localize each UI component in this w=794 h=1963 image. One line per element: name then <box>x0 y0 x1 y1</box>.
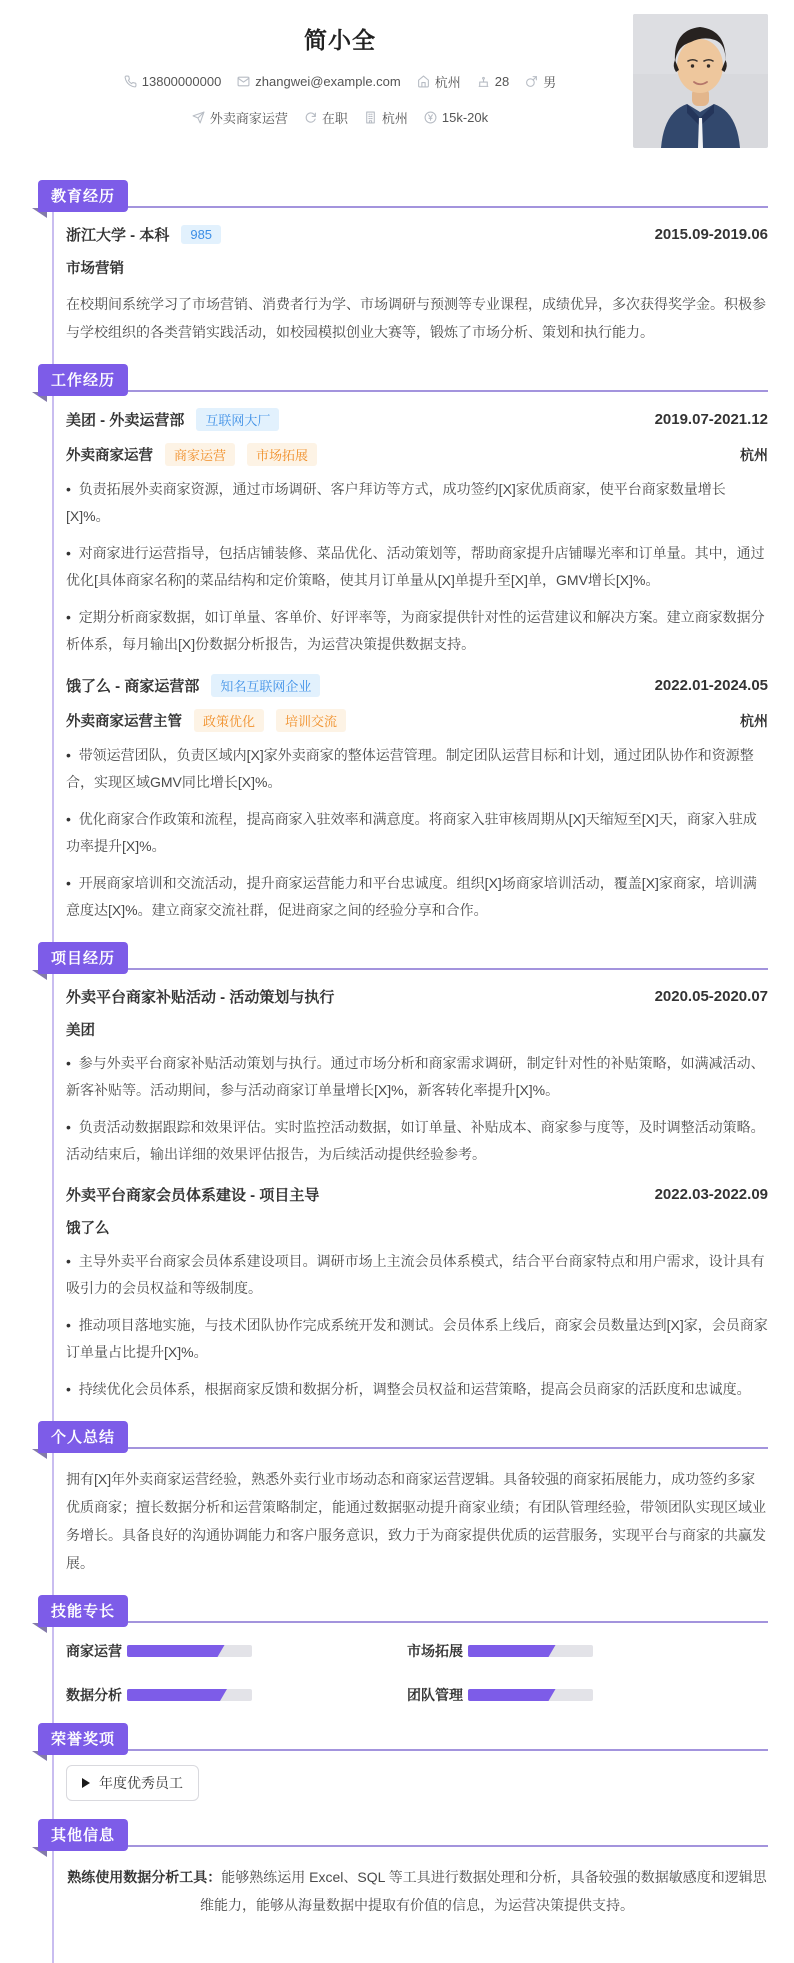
company-tag: 互联网大厂 <box>196 408 279 431</box>
section-badge: 项目经历 <box>38 942 128 974</box>
work-bullet: • 负责拓展外卖商家资源，通过市场调研、客户拜访等方式，成功签约[X]家优质商家，使平台商家数量增长[X]%。 <box>66 476 768 530</box>
contact-gender <box>525 72 556 91</box>
major-name: 市场营销 <box>66 261 124 277</box>
skill-bar <box>468 1689 593 1701</box>
project-bullet: • 持续优化会员体系，根据商家反馈和数据分析，调整会员权益和运营策略，提高会员商家的活跃度和忠诚度。 <box>66 1376 768 1403</box>
project-entry-header <box>66 986 768 1007</box>
contact-job-intention-value: 外卖商家运营 <box>209 111 288 126</box>
section-skills-body <box>66 1623 768 1723</box>
role-title: 外卖商家运营主管 <box>66 714 182 730</box>
skill-bar <box>127 1645 252 1657</box>
project-company: 饿了么 <box>66 1221 110 1237</box>
candidate-name: 简小全 <box>304 27 376 53</box>
contact-status <box>304 108 348 127</box>
skill-bar-fill <box>127 1689 227 1701</box>
section-summary-body <box>66 1449 768 1595</box>
skill-bar <box>127 1689 252 1701</box>
email-icon <box>237 75 250 88</box>
company-name: 美团 - 外卖运营部 <box>66 412 185 429</box>
project-bullet: • 推动项目落地实施，与技术团队协作完成系统开发和测试。会员体系上线后，商家会员数量达到[X]家，会员商家订单量占比提升[X]%。 <box>66 1312 768 1366</box>
contact-phone-value: 13800000000 <box>141 74 222 89</box>
work-bullet: • 优化商家合作政策和流程，提高商家入驻效率和满意度。将商家入驻审核周期从[X]天缩短至[X]天，商家入驻成功率提升[X]%。 <box>66 806 768 860</box>
work-bullet: • 开展商家培训和交流活动，提升商家运营能力和平台忠诚度。组织[X]场商家培训活动，覆盖[X]家商家，培训满意度达[X]%。建立商家交流社群，促进商家之间的经验分享和合作。 <box>66 870 768 924</box>
section-projects <box>51 942 768 1421</box>
project-bullet: • 参与外卖平台商家补贴活动策划与执行。通过市场分析和商家需求调研，制定针对性的补贴策略，如满减活动、新客补贴等。活动期间，参与活动商家订单量增长[X]%，新客转化率提升[X]%。 <box>66 1050 768 1104</box>
skill-bar <box>468 1645 593 1657</box>
project-bullet: • 主导外卖平台商家会员体系建设项目。调研市场上主流会员体系模式，结合平台商家特点和用户需求，设计具有吸引力的会员权益和等级制度。 <box>66 1248 768 1302</box>
skill-label: 团队管理 <box>407 1687 463 1703</box>
education-entry-header <box>66 224 768 245</box>
skill-label: 市场拓展 <box>407 1643 463 1659</box>
education-major-row <box>66 257 768 278</box>
skill-label: 商家运营 <box>66 1643 122 1659</box>
contact-city <box>364 108 408 127</box>
section-skills <box>51 1595 768 1723</box>
contact-row-2 <box>40 108 640 127</box>
building-icon <box>364 111 377 124</box>
project-entry-header <box>66 1184 768 1205</box>
contact-phone <box>124 74 222 89</box>
contact-email <box>237 74 400 89</box>
work-entry-header <box>66 674 768 697</box>
other-text <box>66 1863 768 1919</box>
work-role-row <box>66 443 768 466</box>
phone-icon <box>124 75 137 88</box>
work-bullet: • 定期分析商家数据，如订单量、客单价、好评率等，为商家提供针对性的运营建议和解决方案。建立商家数据分析体系，每月输出[X]份数据分析报告，为运营决策提供数据支持。 <box>66 604 768 658</box>
work-role-row <box>66 709 768 732</box>
summary-text: 拥有[X]年外卖商家运营经验，熟悉外卖行业市场动态和商家运营逻辑。具备较强的商家拓展能力，成功签约多家优质商家；擅长数据分析和运营策略制定，能通过数据驱动提升商家业绩；有团队管理经验，带领团队实现区域业务增长。具备良好的沟通协调能力和客户服务意识，致力于为商家提供优质的运营服务，实现平台与商家的共赢发展。 <box>66 1471 766 1571</box>
contact-row-1 <box>40 72 640 91</box>
section-rule <box>38 1621 768 1623</box>
section-work-head <box>51 364 768 392</box>
education-date: 2015.09-2019.06 <box>654 226 768 243</box>
skill-item <box>66 1641 407 1661</box>
contact-email-value: zhangwei@example.com <box>255 74 401 89</box>
work-date: 2022.01-2024.05 <box>654 677 768 694</box>
contact-age-value: 28 <box>494 74 510 89</box>
role-tag: 商家运营 <box>165 443 235 466</box>
section-rule <box>38 1749 768 1751</box>
role-tag: 市场拓展 <box>247 443 317 466</box>
section-honors <box>51 1723 768 1819</box>
work-location: 杭州 <box>740 712 768 729</box>
section-projects-head <box>51 942 768 970</box>
project-date: 2020.05-2020.07 <box>654 988 768 1005</box>
section-education-head <box>51 180 768 208</box>
role-tag: 政策优化 <box>194 709 264 732</box>
home-icon <box>417 75 430 88</box>
contact-salary-value: 15k-20k <box>441 110 489 125</box>
section-projects-body <box>66 970 768 1421</box>
project-company: 美团 <box>66 1023 95 1039</box>
section-badge: 技能专长 <box>38 1595 128 1627</box>
contact-status-value: 在职 <box>321 111 348 126</box>
company-tag: 知名互联网企业 <box>211 674 320 697</box>
project-bullet: • 负责活动数据跟踪和效果评估。实时监控活动数据，如订单量、补贴成本、商家参与度等，及时调整活动策略。活动结束后，输出详细的效果评估报告，为后续活动提供经验参考。 <box>66 1114 768 1168</box>
section-rule <box>38 206 768 208</box>
project-title: 外卖平台商家会员体系建设 - 项目主导 <box>66 1187 320 1204</box>
contact-job-intention <box>192 108 288 127</box>
skill-item <box>407 1641 768 1661</box>
section-badge: 荣誉奖项 <box>38 1723 128 1755</box>
work-date: 2019.07-2021.12 <box>654 411 768 428</box>
work-bullet: • 带领运营团队，负责区域内[X]家外卖商家的整体运营管理。制定团队运营目标和计划，通过团队协作和资源整合，实现区域GMV同比增长[X]%。 <box>66 742 768 796</box>
section-rule <box>38 968 768 970</box>
skill-bar-fill <box>468 1689 556 1701</box>
skill-item <box>407 1685 768 1705</box>
contact-home-city-value: 杭州 <box>434 75 461 90</box>
contact-city-value: 杭州 <box>381 111 408 126</box>
section-honors-body <box>66 1751 768 1819</box>
work-location: 杭州 <box>740 446 768 463</box>
education-description: 在校期间系统学习了市场营销、消费者行为学、市场调研与预测等专业课程，成绩优异，多次获得奖学金。积极参与学校组织的各类营销实践活动，如校园模拟创业大赛等，锻炼了市场分析、策划和执行能力。 <box>66 296 766 340</box>
section-education <box>51 180 768 364</box>
status-icon <box>304 111 317 124</box>
section-other-body <box>66 1847 768 1937</box>
role-tag: 培训交流 <box>276 709 346 732</box>
contact-salary <box>424 110 488 125</box>
honor-chip <box>66 1765 199 1801</box>
section-badge: 其他信息 <box>38 1819 128 1851</box>
skill-label: 数据分析 <box>66 1687 122 1703</box>
header-info <box>40 14 640 127</box>
play-triangle-icon <box>82 1778 90 1788</box>
contact-gender-value: 男 <box>543 75 557 90</box>
section-education-body <box>66 208 768 364</box>
section-summary <box>51 1421 768 1595</box>
section-other <box>51 1819 768 1937</box>
contact-age <box>477 74 509 89</box>
gender-icon <box>525 75 538 88</box>
skill-item <box>66 1685 407 1705</box>
company-name: 饿了么 - 商家运营部 <box>66 678 200 695</box>
other-lead: 熟练使用数据分析工具： <box>67 1869 222 1885</box>
age-icon <box>477 75 490 88</box>
salary-icon <box>424 111 437 124</box>
other-body: 能够熟练运用 Excel、SQL 等工具进行数据处理和分析，具备较强的数据敏感度和逻辑思维能力，能够从海量数据中提取有价值的信息，为运营决策提供支持。 <box>200 1869 767 1913</box>
work-bullet: • 对商家进行运营指导，包括店铺装修、菜品优化、活动策划等，帮助商家提升店铺曝光率和订单量。其中，通过优化[具体商家名称]的菜品结构和定价策略，使其月订单量从[X]单提升至[X]单，GMV增长[X]%。 <box>66 540 768 594</box>
section-badge: 个人总结 <box>38 1421 128 1453</box>
contact-home-city <box>417 72 461 91</box>
profile-photo <box>633 14 768 148</box>
role-title: 外卖商家运营 <box>66 448 153 464</box>
skills-grid <box>66 1641 768 1705</box>
section-skills-head <box>51 1595 768 1623</box>
project-company-row <box>66 1217 768 1238</box>
project-title: 外卖平台商家补贴活动 - 活动策划与执行 <box>66 989 335 1006</box>
paper-plane-icon <box>192 111 205 124</box>
section-rule <box>38 1845 768 1847</box>
section-summary-head <box>51 1421 768 1449</box>
section-honors-head <box>51 1723 768 1751</box>
project-date: 2022.03-2022.09 <box>654 1186 768 1203</box>
section-work-body <box>66 392 768 942</box>
section-rule <box>38 1447 768 1449</box>
school-name: 浙江大学 - 本科 <box>66 227 170 244</box>
section-badge: 教育经历 <box>38 180 128 212</box>
resume-header <box>0 14 794 164</box>
school-tag: 985 <box>181 225 221 244</box>
skill-bar-fill <box>468 1645 556 1657</box>
section-badge: 工作经历 <box>38 364 128 396</box>
resume-sections <box>52 180 768 1963</box>
section-other-head <box>51 1819 768 1847</box>
project-company-row <box>66 1019 768 1040</box>
honor-label: 年度优秀员工 <box>99 1775 183 1791</box>
work-entry-header <box>66 408 768 431</box>
section-work <box>51 364 768 942</box>
skill-bar-fill <box>127 1645 225 1657</box>
section-rule <box>38 390 768 392</box>
